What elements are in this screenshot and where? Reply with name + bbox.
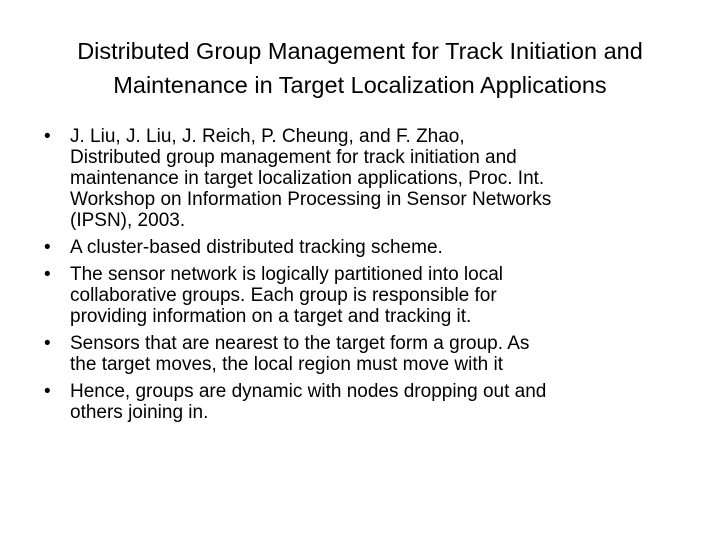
bullet-marker: • — [44, 333, 51, 354]
bullet-text-line: maintenance in target localization applications, Proc. Int. — [70, 168, 545, 189]
bullet-text-line: providing information on a target and tracking it. — [70, 306, 472, 327]
bullet-item — [44, 333, 694, 375]
bullet-item — [44, 126, 694, 231]
bullet-list — [44, 126, 694, 429]
bullet-text-line: others joining in. — [70, 402, 209, 423]
bullet-text-line: Workshop on Information Processing in Sensor Networks — [70, 189, 552, 210]
bullet-text-line: collaborative groups. Each group is responsible for — [70, 285, 497, 306]
bullet-text-line: the target moves, the local region must move with it — [70, 354, 503, 375]
bullet-marker: • — [44, 237, 51, 258]
bullet-text-line: Hence, groups are dynamic with nodes dropping out and — [70, 381, 547, 402]
bullet-text-line: Distributed group management for track initiation and — [70, 147, 517, 168]
bullet-text-line: (IPSN), 2003. — [70, 210, 186, 231]
bullet-item — [44, 264, 694, 327]
bullet-marker: • — [44, 264, 51, 285]
bullet-text-line: The sensor network is logically partitioned into local — [70, 264, 503, 285]
slide-title — [0, 34, 720, 102]
bullet-text-line: Sensors that are nearest to the target form a group. As — [70, 333, 530, 354]
bullet-marker: • — [44, 126, 51, 147]
bullet-item — [44, 237, 694, 258]
slide-title-line: Distributed Group Management for Track Initiation and — [77, 38, 643, 64]
bullet-marker: • — [44, 381, 51, 402]
bullet-item — [44, 381, 694, 423]
slide-title-line: Maintenance in Target Localization Applications — [113, 72, 607, 98]
bullet-text-line: A cluster-based distributed tracking scheme. — [70, 237, 443, 258]
bullet-text-line: J. Liu, J. Liu, J. Reich, P. Cheung, and F. Zhao, — [70, 126, 465, 147]
